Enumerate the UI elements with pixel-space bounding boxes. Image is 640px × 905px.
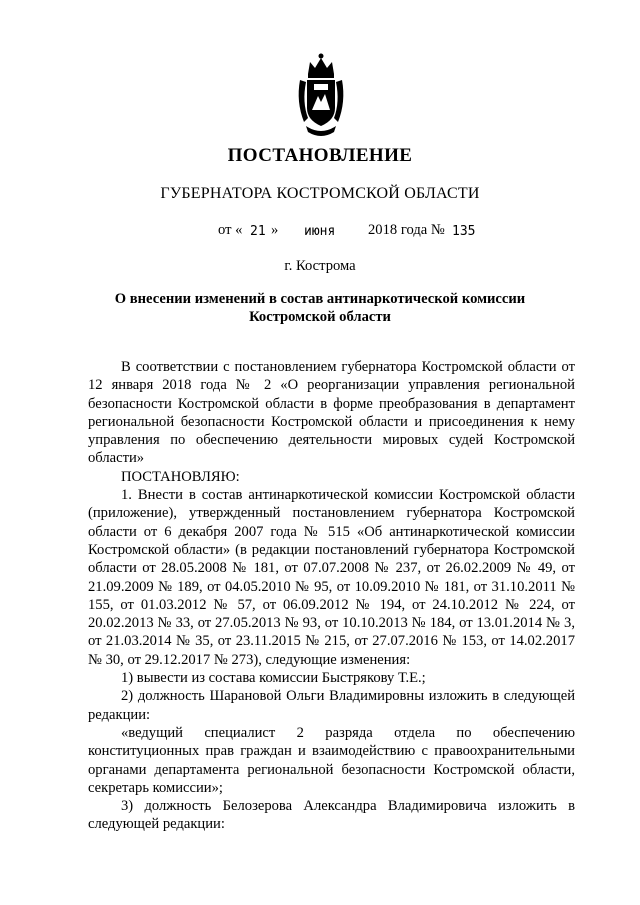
city-name: г. Кострома bbox=[284, 258, 356, 274]
heading-line-2: Костромской области bbox=[249, 309, 391, 325]
subitem-3-paragraph: 3) должность Белозерова Александра Владимировича изложить в следующей редакции: bbox=[88, 798, 575, 833]
document-number: 135 bbox=[452, 224, 476, 239]
document-heading bbox=[100, 290, 540, 326]
subitem-1-paragraph: 1) вывести из состава комиссии Быстрякову Т.Е.; bbox=[121, 670, 426, 687]
document-body bbox=[88, 358, 575, 834]
item-1-paragraph: 1. Внести в состав антинаркотической комиссии Костромской области (приложение), утвержденный постановлением губернатора Костромской области от 6 декабря 2007 года № 515 «Об антинаркотической комиссии Костромской области» (в редакции постановлений губернатора Костромской области от 28.05.2008 № 181, от 07.07.2008 № 237, от 26.02.2009 № 49, от 21.09.2009 № 189, от 04.05.2010 № 95, от 10.09.2010 № 181, от 31.10.2011 № 155, от 01.03.2012 № 57, от 06.09.2012 № 194, от 24.10.2012 № 224, от 20.02.2013 № 33, от 27.05.2013 № 93, от 10.10.2013 № 184, от 13.01.2014 № 3, от 21.03.2014 № 35, от 23.11.2015 № 215, от 27.07.2016 № 153, от 14.02.2017 № 30, от 29.12.2017 № 273), следующие изменения: bbox=[88, 487, 575, 668]
coat-of-arms-emblem bbox=[294, 52, 348, 138]
document-title: ПОСТАНОВЛЕНИЕ bbox=[227, 145, 413, 166]
subitem-2-paragraph: 2) должность Шарановой Ольги Владимировны изложить в следующей редакции: bbox=[88, 688, 575, 723]
date-year: 2018 года № bbox=[368, 222, 445, 238]
date-day-close: » bbox=[271, 222, 279, 238]
preamble-paragraph: В соответствии с постановлением губернатора Костромской области от 12 января 2018 года № 2 «О реорганизации управления региональной безопасности Костромской области в форме преобразования в департамент региональной безопасности Костромской области и присоединения к нему управления по обеспечению деятельности мировых судей Костромской области» bbox=[88, 359, 575, 467]
date-month: июня bbox=[304, 224, 336, 239]
subitem-2-quote: «ведущий специалист 2 разряда отдела по обеспечению конституционных прав граждан и взаимодействию с правоохранительными органами департамента региональной безопасности Костромской области, секретарь комиссии»; bbox=[88, 724, 575, 796]
decree-word: ПОСТАНОВЛЯЮ: bbox=[121, 468, 240, 485]
date-day: 21 bbox=[250, 224, 266, 239]
heading-line-1: О внесении изменений в состав антинаркотической комиссии bbox=[114, 291, 526, 307]
issuer-title: ГУБЕРНАТОРА КОСТРОМСКОЙ ОБЛАСТИ bbox=[160, 185, 480, 202]
date-prefix: от « bbox=[218, 222, 243, 238]
